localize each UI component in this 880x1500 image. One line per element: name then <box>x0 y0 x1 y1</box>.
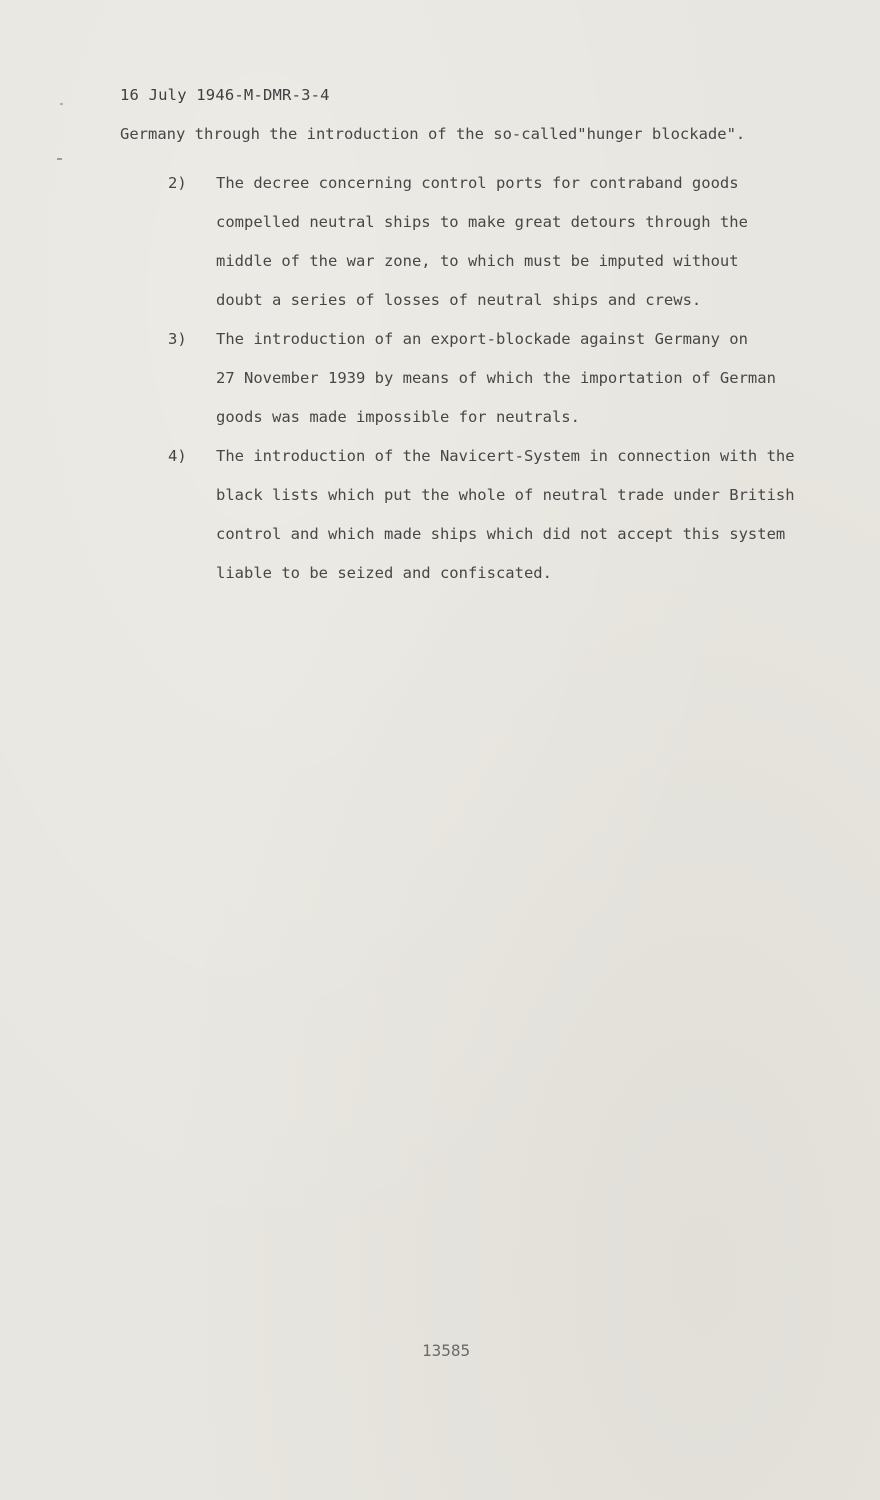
continuation-text: Germany through the introduction of the so-called"hunger blockade". <box>120 125 746 143</box>
item-text <box>216 164 828 320</box>
list-item-3 <box>168 320 828 437</box>
item-text <box>216 320 828 437</box>
numbered-list <box>168 164 828 593</box>
text-line: 27 November 1939 by means of which the importation of German <box>216 369 776 387</box>
paper-speck <box>57 158 62 160</box>
item-text <box>216 437 828 593</box>
text-line: middle of the war zone, to which must be imputed without <box>216 252 739 270</box>
text-line: The introduction of the Navicert-System in connection with the <box>216 447 795 465</box>
text-line: doubt a series of losses of neutral ships and crews. <box>216 291 702 309</box>
text-line: liable to be seized and confiscated. <box>216 564 552 582</box>
item-number: 2) <box>168 174 187 192</box>
text-line: black lists which put the whole of neutral trade under British <box>216 486 795 504</box>
text-line: compelled neutral ships to make great detours through the <box>216 213 748 231</box>
list-item-2 <box>168 164 828 320</box>
text-line: The introduction of an export-blockade against Germany on <box>216 330 748 348</box>
document-header: 16 July 1946-M-DMR-3-4 <box>120 86 330 104</box>
paper-speck <box>60 103 63 105</box>
page-number: 13585 <box>422 1341 471 1360</box>
item-number: 4) <box>168 447 187 465</box>
list-item-4 <box>168 437 828 593</box>
item-number: 3) <box>168 330 187 348</box>
text-line: The decree concerning control ports for contraband goods <box>216 174 739 192</box>
text-line: goods was made impossible for neutrals. <box>216 408 580 426</box>
text-line: control and which made ships which did not accept this system <box>216 525 786 543</box>
